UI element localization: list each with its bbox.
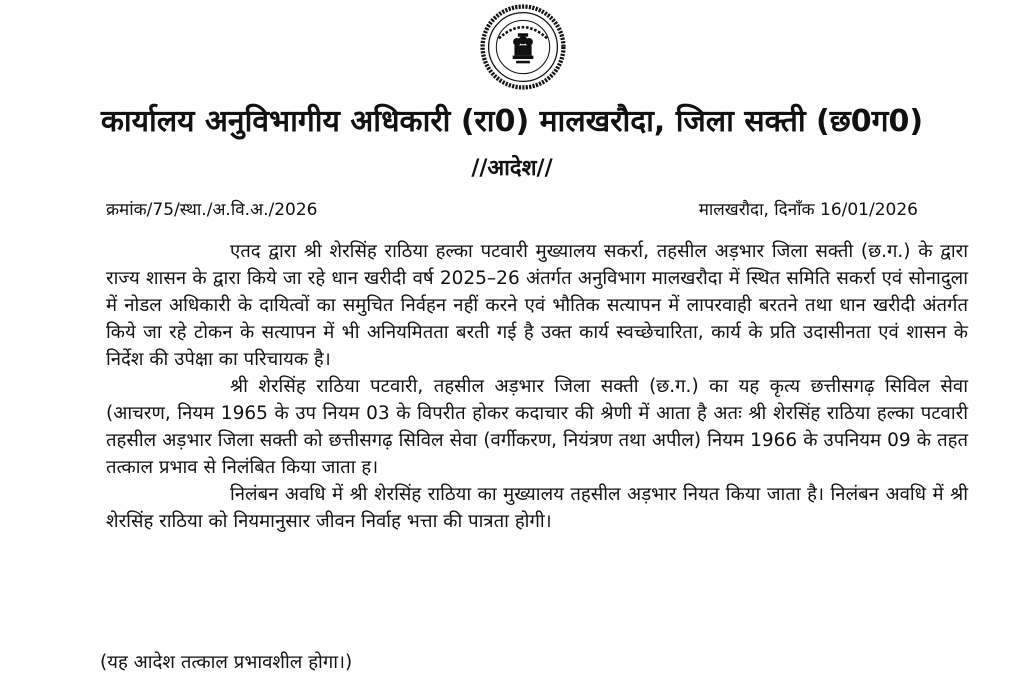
order-paragraph: निलंबन अवधि में श्री शेरसिंह राठिया का मुख्यालय तहसील अड़भार नियत किया जाता है। निलंबन अवधि में श्री शेरसिंह राठिया को नियमानुसार जीवन निर्वाह भत्ता की पात्रता होगी। — [106, 484, 968, 532]
order-heading: //आदेश// — [471, 156, 553, 181]
order-paragraph: श्री शेरसिंह राठिया पटवारी, तहसील अड़भार जिला सक्ती (छ.ग.) का यह कृत्य छत्तीसगढ़ सिविल सेवा (आचरण, नियम 1965 के उप नियम 03 के विपरीत होकर कदाचार की श्रेणी में आता है अतः श्री शेरसिंह राठिया हल्का पटवारी तहसील अड़भार जिला सक्ती को छत्तीसगढ़ सिविल सेवा (वर्गीकरण, नियंत्रण तथा अपील) नियम 1966 के उपनियम 09 के तहत तत्काल प्रभाव से निलंबित किया जाता ह। — [106, 376, 968, 478]
order-place-date: मालखरौदा, दिनाँक 16/01/2026 — [698, 200, 918, 220]
government-seal-emblem — [480, 4, 566, 90]
office-title: कार्यालय अनुविभागीय अधिकारी (रा0) मालखरौदा, जिला सक्ती (छ0ग0) — [100, 104, 924, 139]
order-closing-note: (यह आदेश तत्काल प्रभावशील होगा।) — [100, 652, 353, 673]
order-reference-number: क्रमांक/75/स्था./अ.वि.अ./2026 — [106, 200, 318, 220]
order-body — [106, 238, 968, 535]
order-paragraph: एतद द्वारा श्री शेरसिंह राठिया हल्का पटवारी मुख्यालय सकर्रा, तहसील अड़भार जिला सक्ती (छ.ग.) के द्वारा राज्य शासन के द्वारा किये जा रहे धान खरीदी वर्ष 2025–26 अंतर्गत अनुविभाग मालखरौदा में स्थित समिति सकर्रा एवं सोनादुला में नोडल अधिकारी के दायित्वों का समुचित निर्वहन नहीं करने एवं भौतिक सत्यापन में लापरवाही बरतने तथा धान खरीदी अंतर्गत किये जा रहे टोकन के सत्यापन में भी अनियमितता बरती गई है उक्त कार्य स्वच्छेचारिता, कार्य के प्रति उदासीनता एवं शासन के निर्देश की उपेक्षा का परिचायक है। — [106, 241, 968, 370]
